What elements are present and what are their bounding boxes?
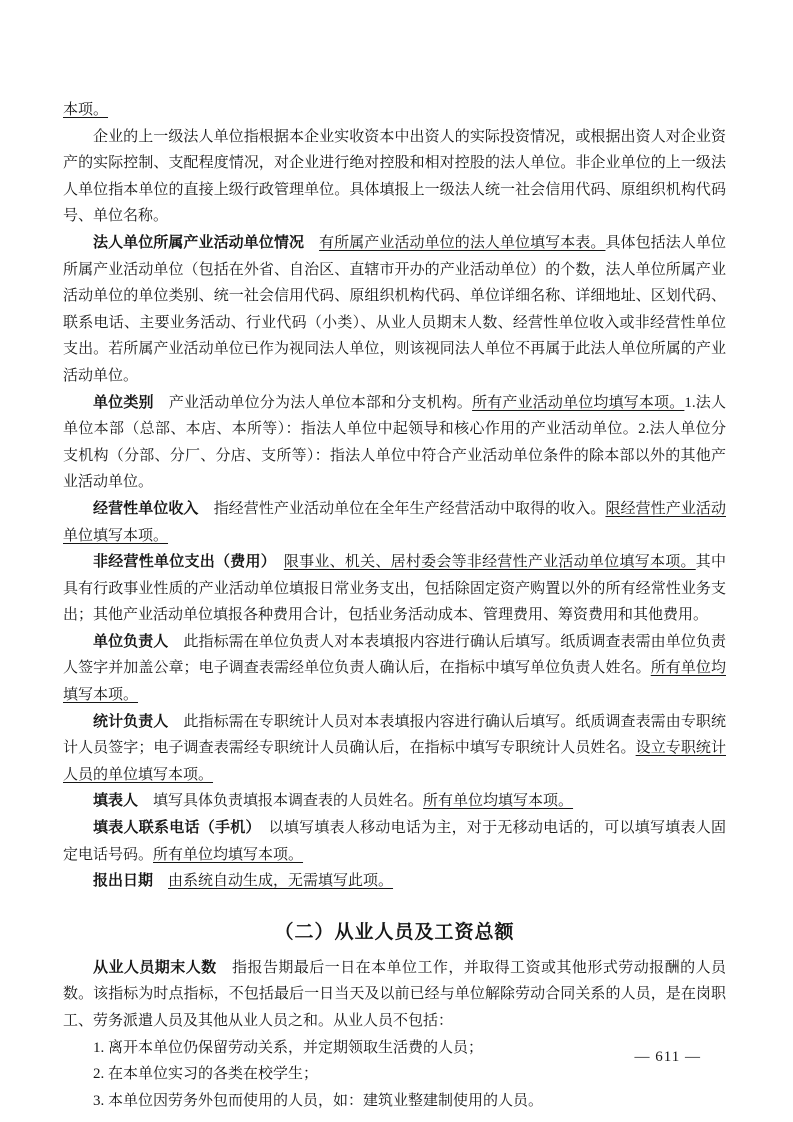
body-text: 此指标需在单位负责人对本表填报内容进行确认后填写。纸质调查表需由单位负责人签字并加盖公章；电子调查表需经单位负责人确认后，在指标中填写单位负责人姓名。 xyxy=(63,633,726,677)
paragraph xyxy=(63,629,726,709)
underlined-text: 所有产业活动单位均填写本项。 xyxy=(472,394,685,411)
body-text: 具体包括法人单位所属产业活动单位（包括在外省、自治区、直辖市开办的产业活动单位）的个数，法人单位所属产业活动单位的单位类别、统一社会信用代码、原组织机构代码、单位详细名称、详细地址、区划代码、联系电话、主要业务活动、行业代码（小类）、从业人员期末人数、经营性单位收入或非经营性单位支出。若所属产业活动单位已作为视同法人单位，则该视同法人单位不再属于此法人单位所属的产业活动单位。 xyxy=(63,234,726,384)
body-text: 1. 离开本单位仍保留劳动关系，并定期领取生活费的人员； xyxy=(93,1039,484,1056)
paragraph xyxy=(63,496,726,549)
body-text: 填写具体负责填报本调查表的人员姓名。 xyxy=(153,793,424,810)
term-label: 报出日期 xyxy=(93,872,169,890)
paragraph xyxy=(63,815,726,868)
term-label: 填表人联系电话（手机） xyxy=(93,819,269,837)
term-label: 单位类别 xyxy=(93,393,169,411)
term-label: 单位负责人 xyxy=(93,632,184,650)
term-label: 非经营性单位支出（费用） xyxy=(93,553,284,571)
underlined-text: 由系统自动生成，无需填写此项。 xyxy=(168,873,394,890)
paragraph xyxy=(63,124,726,230)
paragraph xyxy=(63,955,726,1035)
section-employment-wages-body xyxy=(63,955,726,1115)
underlined-text: 本项。 xyxy=(63,102,109,118)
body-text: 3. 本单位因劳务外包而使用的人员，如：建筑业整建制使用的人员。 xyxy=(93,1092,544,1109)
paragraph xyxy=(63,788,726,815)
underlined-text: 所有单位均填写本项。 xyxy=(153,846,304,863)
document-content xyxy=(63,97,726,1114)
body-text: 企业的上一级法人单位指根据本企业实收资本中出资人的实际投资情况，或根据出资人对企业资产的实际控制、支配程度情况，对企业进行绝对控股和相对控股的法人单位。非企业单位的上一级法人单位指本单位的直接上级行政管理单位。具体填报上一级法人统一社会信用代码、原组织机构代码号、单位名称。 xyxy=(63,128,726,225)
term-label: 统计负责人 xyxy=(93,712,184,730)
underlined-text: 设立专职统计人员的单位填写本项。 xyxy=(63,740,726,783)
body-text: 指经营性产业活动单位在全年生产经营活动中取得的收入。 xyxy=(213,500,606,517)
paragraph xyxy=(63,1088,726,1115)
paragraph xyxy=(63,97,726,124)
underlined-text: 所有单位均填写本项。 xyxy=(63,660,726,704)
body-text: 此指标需在专职统计人员对本表填报内容进行确认后填写。纸质调查表需由专职统计人员签字；电子调查表需经专职统计人员确认后，在指标中填写专职统计人员姓名。 xyxy=(63,713,726,757)
underlined-text: 有所属产业活动单位的法人单位填写本表。 xyxy=(319,234,606,251)
body-text: 1.法人单位本部（总部、本店、本所等）：指法人单位中起领导和核心作用的产业活动单位。2.法人单位分支机构（分部、分厂、分店、支所等）：指法人单位中符合产业活动单位条件的除本部以外的其他产业活动单位。 xyxy=(63,394,726,491)
term-label: 填表人 xyxy=(93,792,154,810)
paragraph xyxy=(63,549,726,629)
paragraph xyxy=(63,390,726,496)
paragraph xyxy=(63,230,726,390)
underlined-text: 所有单位均填写本项。 xyxy=(423,793,574,810)
body-text: 产业活动单位分为法人单位本部和分支机构。 xyxy=(168,394,473,411)
section-heading: （二）从业人员及工资总额 xyxy=(274,921,515,943)
body-text: 指报告期最后一日在本单位工作，并取得工资或其他形式劳动报酬的人员数。该指标为时点指标，不包括最后一日当天及以前已经与单位解除劳动合同关系的人员，是在岗职工、劳务派遣人员及其他从业人员之和。从业人员不包括： xyxy=(63,959,726,1029)
term-label: 经营性单位收入 xyxy=(93,499,214,517)
underlined-text: 限经营性产业活动单位填写本项。 xyxy=(63,500,726,544)
underlined-text: 限事业、机关、居村委会等非经营性产业活动单位填写本项。 xyxy=(283,554,696,571)
body-text: 以填写填表人移动电话为主，对于无移动电话的，可以填写填表人固定电话号码。 xyxy=(63,820,726,863)
term-label: 法人单位所属产业活动单位情况 xyxy=(93,233,320,251)
paragraph xyxy=(63,1035,726,1062)
page-number: — 611 — xyxy=(634,1049,701,1065)
section-unit-indicators-body xyxy=(63,97,726,895)
body-text: 其中具有行政事业性质的产业活动单位填报日常业务支出，包括除固定资产购置以外的所有经常性业务支出；其他产业活动单位填报各种费用合计，包括业务活动成本、管理费用、筹资费用和其他费用。 xyxy=(63,554,726,624)
paragraph xyxy=(63,709,726,789)
body-text: 2. 在本单位实习的各类在校学生； xyxy=(93,1066,319,1083)
term-label: 从业人员期末人数 xyxy=(93,958,233,976)
paragraph xyxy=(63,868,726,895)
paragraph xyxy=(63,1061,726,1088)
